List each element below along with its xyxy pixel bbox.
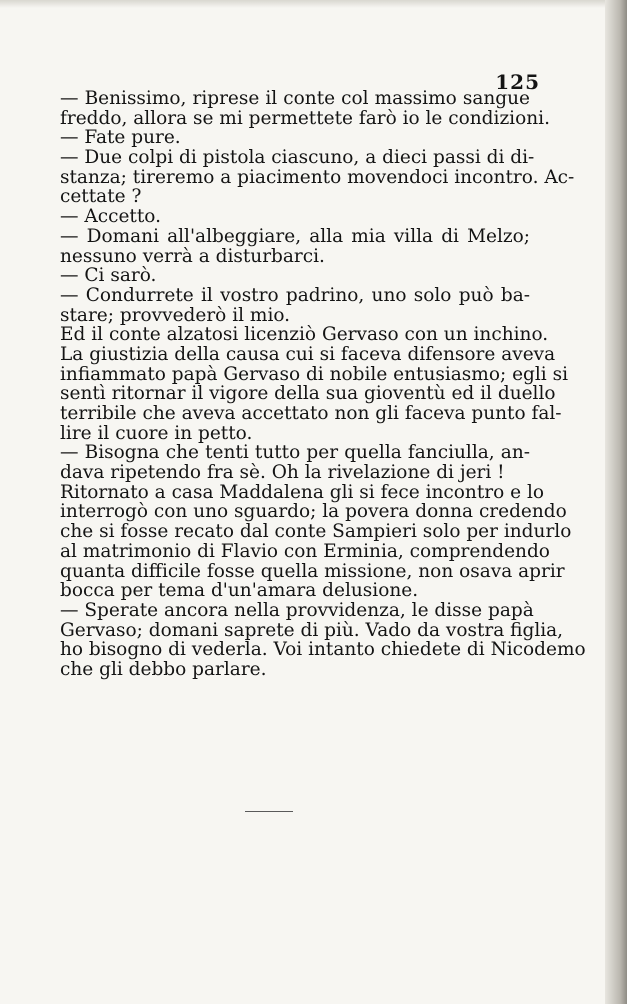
text-line: infiammato papà Gervaso di nobile entusiasmo; egli si (60, 363, 569, 385)
text-line: sentì ritornar il vigore della sua gioventù ed il duello (60, 383, 556, 405)
text-line: al matrimonio di Flavio con Erminia, comprendendo (60, 540, 550, 562)
text-line: — Benissimo, riprese il conte col massimo sangue (60, 88, 530, 109)
text-line: — Ci sarò. (60, 265, 157, 287)
body-text (60, 88, 586, 680)
page-number: 125 (495, 70, 540, 94)
page-top-shadow (0, 0, 627, 8)
text-line: dava ripetendo fra sè. Oh la rivelazione di jeri ! (60, 462, 505, 484)
text-line: — Due colpi di pistola ciascuno, a dieci passi di di- (60, 147, 535, 169)
text-line: che si fosse recato dal conte Sampieri solo per indurlo (60, 521, 572, 543)
text-line: nessuno verrà a disturbarci. (60, 245, 325, 267)
text-line: che gli debbo parlare. (60, 658, 267, 680)
text-line: terribile che aveva accettato non gli faceva punto fal- (60, 403, 562, 424)
text-line: — Bisogna che tenti tutto per quella fanciulla, an- (60, 442, 530, 464)
text-line: quanta difficile fosse quella missione, non osava aprir (60, 560, 565, 582)
text-line: Gervaso; domani saprete di più. Vado da vostra figlia, (60, 619, 564, 641)
text-line: interrogò con uno sguardo; la povera donna credendo (60, 501, 567, 523)
text-line: — Sperate ancora nella provvidenza, le disse papà (60, 599, 534, 621)
text-line: bocca per tema d'un'amara delusione. (60, 580, 419, 602)
text-line: — Fate pure. (60, 127, 181, 149)
text-line: — Accetto. (60, 206, 161, 228)
text-line: Ritornato a casa Maddalena gli si fece incontro e lo (60, 481, 544, 503)
text-line: cettate ? (60, 186, 142, 208)
text-line: lire il cuore in petto. (60, 422, 253, 444)
text-line: Ed il conte alzatosi licenziò Gervaso con un inchino. (60, 324, 549, 346)
text-line: — Condurrete il vostro padrino, uno solo può ba- (60, 284, 530, 306)
text-line: stanza; tireremo a piacimento movendoci incontro. Ac- (60, 166, 575, 188)
page-binding-edge (605, 0, 627, 1004)
text-line: freddo, allora se mi permettete farò io le condizioni. (60, 107, 550, 129)
text-line: — Domani all'albeggiare, alla mia villa di Melzo; (60, 225, 530, 247)
text-line: stare; provvederò il mio. (60, 304, 291, 326)
text-line: ho bisogno di vederla. Voi intanto chiedete di Nicodemo (60, 639, 586, 661)
section-divider (245, 811, 293, 812)
text-line: La giustizia della causa cui si faceva difensore aveva (60, 343, 556, 365)
